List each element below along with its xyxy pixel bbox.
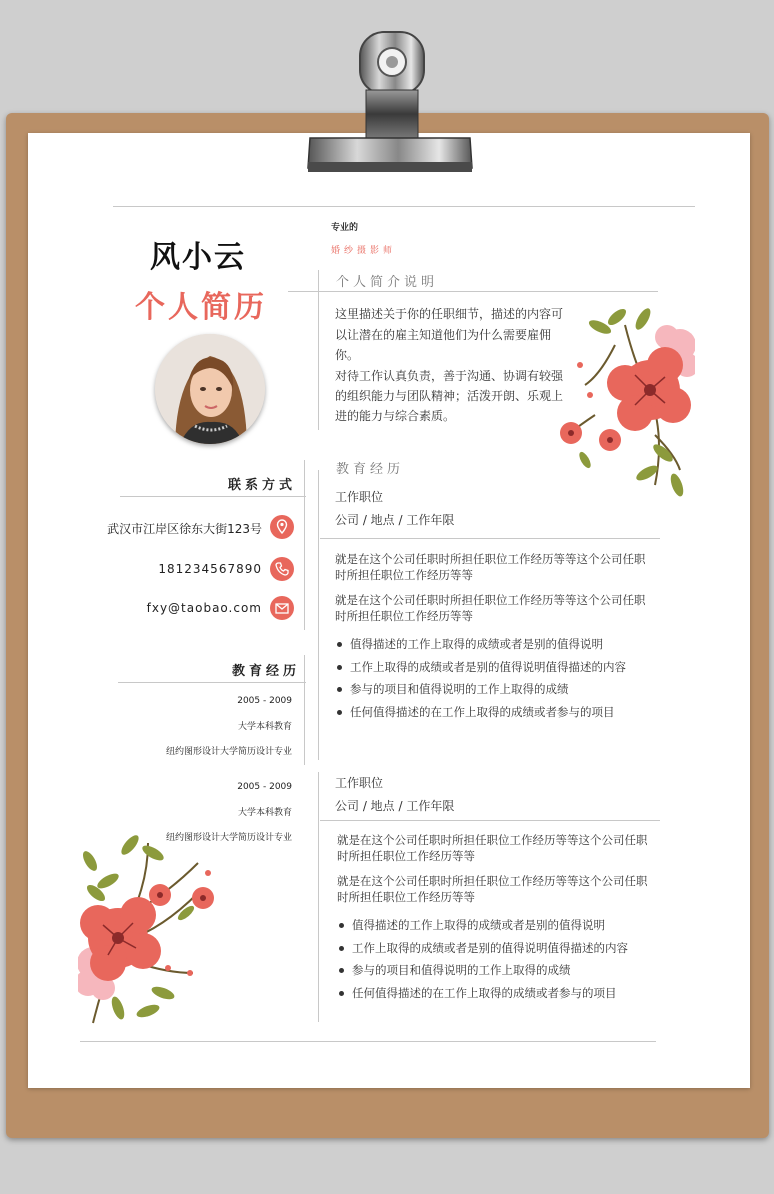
job1-bullets xyxy=(335,633,626,723)
portrait-icon xyxy=(155,334,265,444)
contact-email: fxy@taobao.com xyxy=(146,601,262,615)
profile-line-5: 的组织能力与团队精神；活泼开朗、乐观上 xyxy=(335,389,564,403)
education-left-underline xyxy=(118,682,306,683)
mail-icon xyxy=(270,596,294,620)
flower-decoration-top-icon xyxy=(555,305,695,500)
contact-phone: 181234567890 xyxy=(158,562,262,576)
job1-meta-underline xyxy=(320,538,660,539)
contact-title: 联系方式 xyxy=(228,478,297,493)
job2-meta: 公司 / 地点 / 工作年限 xyxy=(335,799,455,813)
right-column-vertical-line-2 xyxy=(318,772,319,1022)
edu-years-2: 2005 - 2009 xyxy=(237,782,292,792)
job2-bullets xyxy=(337,914,628,1004)
resume-title: 个人简历 xyxy=(135,290,267,325)
avatar-photo xyxy=(155,334,265,444)
left-column-vertical-line-2 xyxy=(304,655,305,765)
profile-line-4: 对待工作认真负责，善于沟通、协调有较强 xyxy=(335,369,564,383)
tag-role: 婚纱摄影师 xyxy=(331,246,397,256)
contact-underline xyxy=(120,496,306,497)
edu-school-2: 纽约图形设计大学简历设计专业 xyxy=(165,833,292,843)
tag-small: 专业的 xyxy=(331,223,359,233)
profile-line-1: 这里描述关于你的任职细节，描述的内容可 xyxy=(335,307,564,321)
location-pin-icon xyxy=(270,515,294,539)
phone-icon xyxy=(270,557,294,581)
list-item: 值得描述的工作上取得的成绩或者是别的值得说明 xyxy=(335,633,626,656)
edu-years-1: 2005 - 2009 xyxy=(237,696,292,706)
job2-desc1a: 就是在这个公司任职时所担任职位工作经历等等这个公司任职 xyxy=(337,833,648,847)
profile-line-6: 进的能力与综合素质。 xyxy=(335,409,456,423)
bottom-divider xyxy=(80,1041,656,1042)
profile-vertical-line xyxy=(318,270,319,430)
profile-line-2: 以让潜在的雇主知道他们为什么需要雇佣 xyxy=(335,328,552,342)
job1-desc1b: 时所担任职位工作经历等等 xyxy=(335,568,473,582)
flower-decoration-bottom-icon xyxy=(78,833,223,1028)
edu-school-1: 纽约图形设计大学简历设计专业 xyxy=(165,747,292,757)
name-underline xyxy=(288,291,658,292)
edu-degree-2: 大学本科教育 xyxy=(237,808,292,818)
list-item: 工作上取得的成绩或者是别的值得说明值得描述的内容 xyxy=(335,656,626,679)
profile-title: 个人简介说明 xyxy=(336,275,439,290)
job1-meta: 公司 / 地点 / 工作年限 xyxy=(335,513,455,527)
list-item: 值得描述的工作上取得的成绩或者是别的值得说明 xyxy=(337,914,628,937)
list-item: 任何值得描述的在工作上取得的成绩或者参与的项目 xyxy=(335,701,626,724)
job2-desc2a: 就是在这个公司任职时所担任职位工作经历等等这个公司任职 xyxy=(337,874,648,888)
edu-degree-1: 大学本科教育 xyxy=(237,722,292,732)
job1-desc2a: 就是在这个公司任职时所担任职位工作经历等等这个公司任职 xyxy=(335,593,646,607)
contact-address: 武汉市江岸区徐东大街123号 xyxy=(107,522,262,536)
education-right-title: 教育经历 xyxy=(336,462,405,477)
right-column-vertical-line xyxy=(318,470,319,760)
top-divider xyxy=(113,206,695,207)
list-item: 参与的项目和值得说明的工作上取得的成绩 xyxy=(335,678,626,701)
list-item: 工作上取得的成绩或者是别的值得说明值得描述的内容 xyxy=(337,937,628,960)
left-column-vertical-line xyxy=(304,460,305,630)
profile-line-3: 你。 xyxy=(335,348,360,362)
education-left-title: 教育经历 xyxy=(232,664,301,679)
job1-desc2b: 时所担任职位工作经历等等 xyxy=(335,609,473,623)
job2-meta-underline xyxy=(320,820,660,821)
job2-desc2b: 时所担任职位工作经历等等 xyxy=(337,890,475,904)
job2-position: 工作职位 xyxy=(335,776,384,790)
candidate-name: 风小云 xyxy=(150,240,246,275)
list-item: 参与的项目和值得说明的工作上取得的成绩 xyxy=(337,959,628,982)
job1-position: 工作职位 xyxy=(335,490,384,504)
list-item: 任何值得描述的在工作上取得的成绩或者参与的项目 xyxy=(337,982,628,1005)
binder-clip-icon xyxy=(300,20,480,180)
job1-desc1a: 就是在这个公司任职时所担任职位工作经历等等这个公司任职 xyxy=(335,552,646,566)
job2-desc1b: 时所担任职位工作经历等等 xyxy=(337,849,475,863)
